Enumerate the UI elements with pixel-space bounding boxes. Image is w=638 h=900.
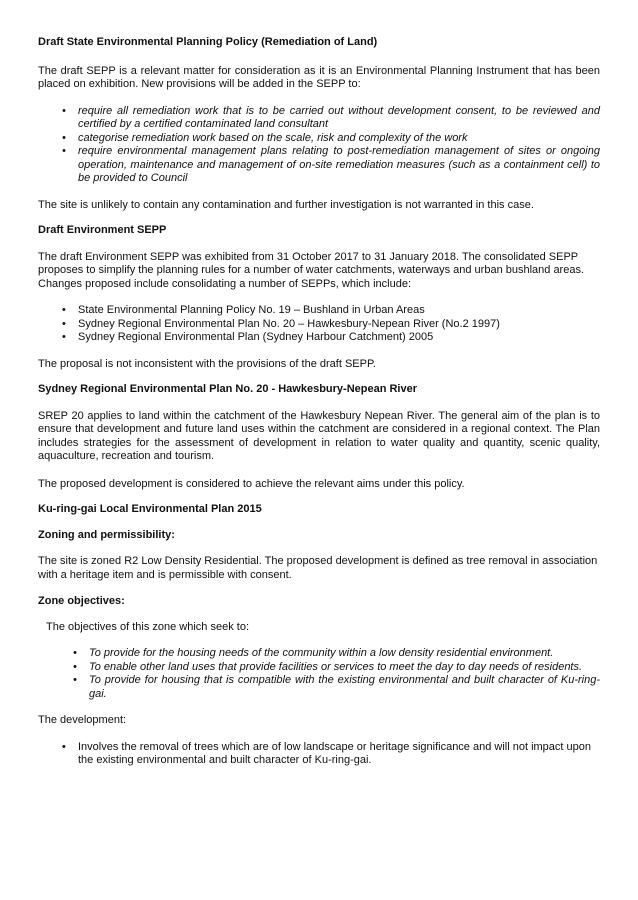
paragraph-srep20-body: SREP 20 applies to land within the catchment of the Hawkesbury Nepean River. The general aim of the plan is to ensure that development and future land uses within the catchment are considered in a regional context. The Plan includes strategies for the assessment of development in relation to water quality and quantity, scenic quality, aquaculture, recreation and tourism. — [38, 409, 600, 462]
bullet-icon: • — [62, 104, 66, 117]
list-zone-objectives — [73, 647, 600, 701]
paragraph-environment-sepp-conclusion: The proposal is not inconsistent with the provisions of the draft SEPP. — [38, 357, 376, 370]
list-item: • Sydney Regional Environmental Plan (Sydney Harbour Catchment) 2005 — [62, 331, 434, 343]
list-item: • Involves the removal of trees which are of low landscape or heritage significance and will not impact upon the existing environmental and built character of Ku-ring-gai. — [62, 740, 591, 766]
heading-lep: Ku-ring-gai Local Environmental Plan 2015 — [38, 503, 262, 515]
paragraph-environment-sepp-intro: The draft Environment SEPP was exhibited from 31 October 2017 to 31 January 2018. The consolidated SEPP proposes to simplify the planning rules for a number of water catchments, waterways and urban bushland areas. Changes proposed include consolidating a number of SEPPs, which include: — [38, 250, 585, 290]
bullet-icon: • — [73, 660, 77, 673]
list-item: • State Environmental Planning Policy No. 19 – Bushland in Urban Areas — [62, 304, 425, 316]
list-item: • categorise remediation work based on the scale, risk and complexity of the work — [62, 131, 468, 144]
bullet-icon: • — [62, 317, 66, 330]
paragraph-sepp-remediation-intro: The draft SEPP is a relevant matter for consideration as it is an Environmental Planning Instrument that has been placed on exhibition. New provisions will be added in the SEPP to: — [38, 64, 600, 90]
list-item: • To provide for housing that is compatible with the existing environmental and built character of Ku-ring-gai. — [73, 674, 600, 700]
list-item: • To enable other land uses that provide facilities or services to meet the day to day needs of residents. — [73, 660, 583, 673]
bullet-icon: • — [73, 674, 77, 686]
list-item: • To provide for the housing needs of the community within a low density residential environment. — [73, 647, 554, 659]
paragraph-objectives-intro: The objectives of this zone which seek to: — [46, 620, 249, 633]
bullet-icon: • — [62, 331, 66, 343]
list-consolidated-sepps — [62, 304, 600, 345]
list-item: • require all remediation work that is to be carried out without development consent, to be reviewed and certified by a certified contaminated land consultant — [62, 104, 600, 130]
paragraph-sepp-remediation-conclusion: The site is unlikely to contain any contamination and further investigation is not warranted in this case. — [38, 198, 534, 211]
list-sepp-remediation-provisions — [62, 104, 600, 186]
bullet-icon: • — [73, 647, 77, 659]
paragraph-development-intro: The development: — [38, 714, 127, 726]
bullet-icon: • — [62, 131, 66, 144]
heading-sepp-remediation: Draft State Environmental Planning Policy (Remediation of Land) — [38, 36, 378, 48]
list-item: • require environmental management plans relating to post-remediation management of sites or ongoing operation, maintenance and management of on-site remediation measures (such as a containment cell) to be provided to Council — [62, 145, 600, 184]
heading-zoning: Zoning and permissibility: — [38, 528, 175, 541]
list-development — [62, 740, 600, 768]
bullet-icon: • — [62, 740, 66, 753]
heading-environment-sepp: Draft Environment SEPP — [38, 224, 167, 236]
bullet-icon: • — [62, 304, 66, 316]
bullet-icon: • — [62, 145, 66, 157]
list-item: • Sydney Regional Environmental Plan No. 20 – Hawkesbury-Nepean River (No.2 1997) — [62, 317, 500, 330]
paragraph-zoning-body: The site is zoned R2 Low Density Residential. The proposed development is defined as tree removal in association with a heritage item and is permissible with consent. — [38, 555, 598, 581]
heading-srep20: Sydney Regional Environmental Plan No. 20 - Hawkesbury-Nepean River — [38, 383, 418, 395]
paragraph-srep20-conclusion: The proposed development is considered to achieve the relevant aims under this policy. — [38, 477, 465, 490]
heading-zone-objectives: Zone objectives: — [38, 595, 125, 607]
